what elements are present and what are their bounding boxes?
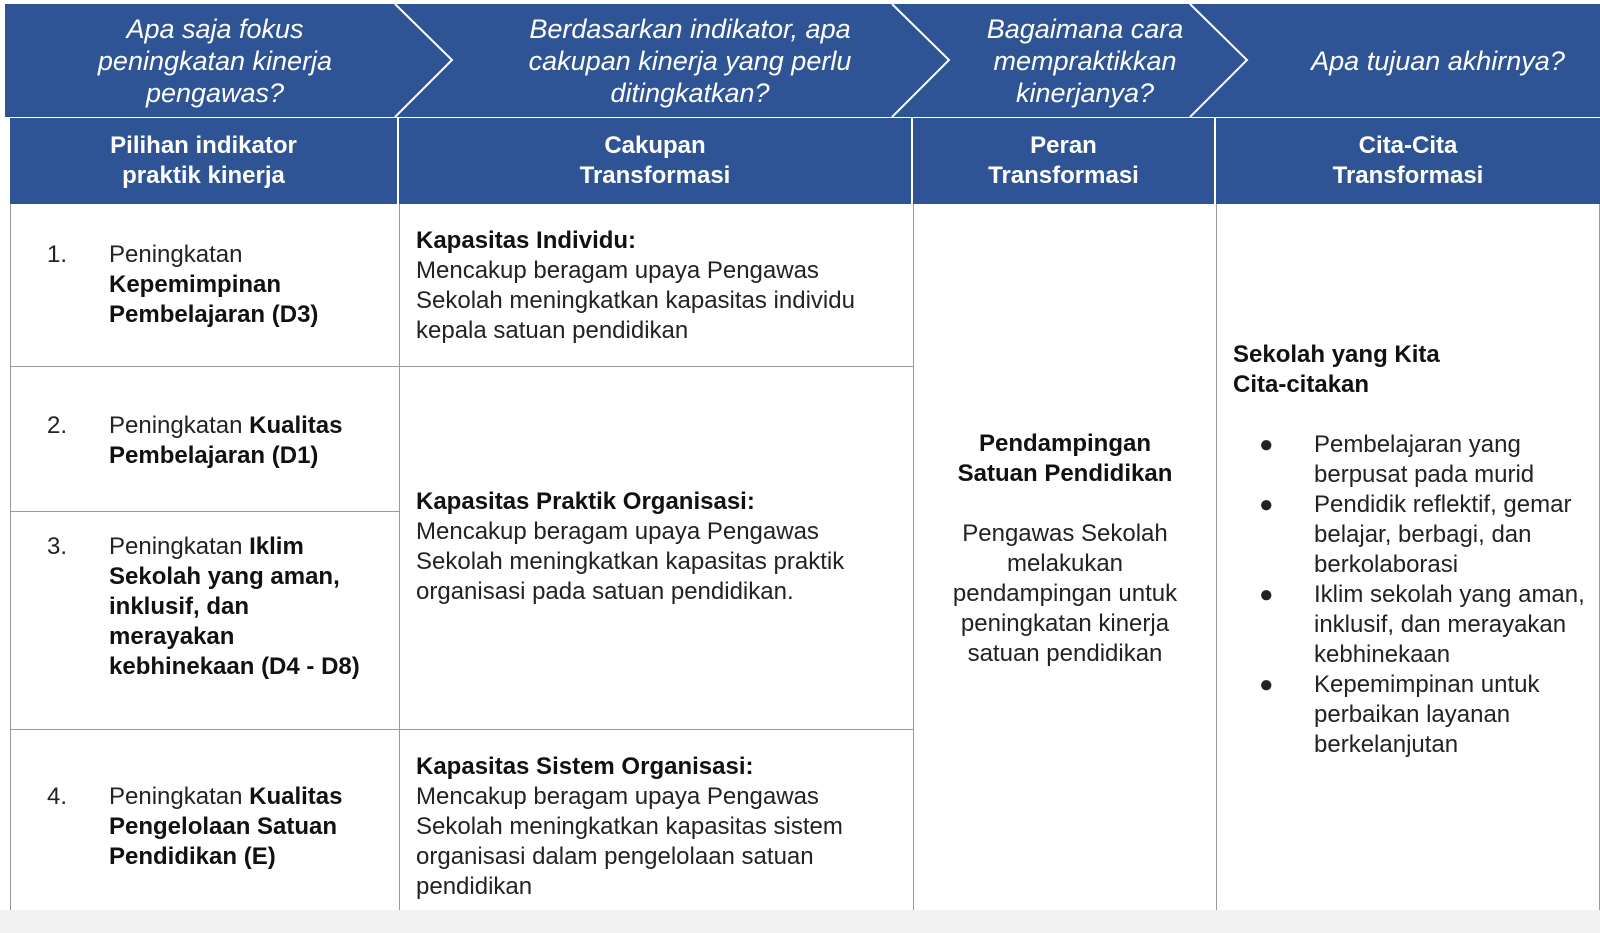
header-coverage-label: Cakupan Transformasi bbox=[579, 132, 731, 189]
indicator-number: 3. bbox=[47, 533, 68, 560]
indicator-number: 2. bbox=[47, 412, 68, 439]
coverage-text: Mencakup beragam upaya Pengawas Sekolah meningkatkan kapasitas individu kepala satuan pendidikan bbox=[416, 257, 855, 344]
coverage-block bbox=[416, 226, 899, 346]
indicator-cell-3 bbox=[10, 512, 399, 730]
role-text: Pengawas Sekolah melakukan pendampingan untuk peningkatan kinerja satuan pendidikan bbox=[952, 520, 1178, 667]
header-goal-label: Cita-Cita Transformasi bbox=[1332, 132, 1484, 189]
goal-item-text: Pembelajaran yang berpusat pada murid bbox=[1314, 431, 1535, 488]
indicator-prefix: Peningkatan bbox=[109, 241, 243, 268]
coverage-text: Mencakup beragam upaya Pengawas Sekolah meningkatkan kapasitas praktik organisasi pada satuan pendidikan. bbox=[416, 518, 845, 605]
role-cell bbox=[913, 204, 1216, 926]
indicator-text bbox=[109, 782, 381, 872]
indicator-cell-4 bbox=[10, 730, 399, 926]
coverage-block bbox=[416, 487, 899, 607]
indicator-text bbox=[109, 240, 381, 330]
header-coverage bbox=[399, 118, 913, 204]
goal-block bbox=[1233, 340, 1589, 760]
bullet-icon: ● bbox=[1259, 431, 1274, 458]
header-indicator-label: Pilihan indikator praktik kinerja bbox=[110, 132, 297, 189]
indicator-focus: Iklim Sekolah yang aman, inklusif, dan merayakan kebhinekaan (D4 - D8) bbox=[109, 533, 360, 680]
goal-item-text: Iklim sekolah yang aman, inklusif, dan merayakan kebhinekaan bbox=[1314, 581, 1585, 668]
coverage-cell-system bbox=[399, 730, 913, 926]
header-goal bbox=[1216, 118, 1600, 204]
coverage-cell-individual bbox=[399, 204, 913, 367]
indicator-number: 4. bbox=[47, 783, 68, 810]
indicator-focus: Kualitas Pengelolaan Satuan Pendidikan (E) bbox=[109, 783, 343, 870]
bullet-icon: ● bbox=[1259, 491, 1274, 518]
header-role bbox=[913, 118, 1216, 204]
question-1: Apa saja fokus peningkatan kinerja pengawas? bbox=[97, 14, 333, 108]
indicator-cell-1 bbox=[10, 204, 399, 367]
goal-title: Sekolah yang Kita Cita-citakan bbox=[1233, 341, 1440, 398]
question-2: Berdasarkan indikator, apa cakupan kinerja yang perlu ditingkatkan? bbox=[528, 14, 852, 108]
goal-item-text: Kepemimpinan untuk perbaikan layanan berkelanjutan bbox=[1314, 671, 1540, 758]
indicator-focus: Kepemimpinan Pembelajaran (D3) bbox=[109, 271, 319, 328]
goal-item bbox=[1233, 580, 1589, 670]
coverage-title: Kapasitas Praktik Organisasi: bbox=[416, 488, 755, 515]
indicator-focus: Kualitas Pembelajaran (D1) bbox=[109, 412, 343, 469]
goal-cell bbox=[1216, 204, 1600, 926]
bullet-icon: ● bbox=[1259, 671, 1274, 698]
coverage-title: Kapasitas Sistem Organisasi: bbox=[416, 753, 754, 780]
goal-list bbox=[1233, 430, 1589, 760]
goal-item-text: Pendidik reflektif, gemar belajar, berbagi, dan berkolaborasi bbox=[1314, 491, 1572, 578]
coverage-block bbox=[416, 752, 899, 902]
indicator-prefix: Peningkatan bbox=[109, 783, 250, 810]
indicator-text bbox=[109, 532, 381, 682]
question-4: Apa tujuan akhirnya? bbox=[1311, 46, 1565, 76]
bullet-icon: ● bbox=[1259, 581, 1274, 608]
indicator-number: 1. bbox=[47, 241, 68, 268]
role-block bbox=[926, 429, 1204, 669]
role-title: Pendampingan Satuan Pendidikan bbox=[957, 430, 1173, 487]
coverage-cell-practice bbox=[399, 367, 913, 730]
coverage-title: Kapasitas Individu: bbox=[416, 227, 637, 254]
goal-item bbox=[1233, 490, 1589, 580]
indicator-text bbox=[109, 411, 381, 471]
header-indicator bbox=[10, 118, 399, 204]
bottom-strip bbox=[0, 910, 1600, 933]
coverage-text: Mencakup beragam upaya Pengawas Sekolah meningkatkan kapasitas sistem organisasi dalam pengelolaan satuan pendidikan bbox=[416, 783, 843, 900]
header-role-label: Peran Transformasi bbox=[988, 132, 1139, 189]
indicator-prefix: Peningkatan bbox=[109, 533, 250, 560]
indicator-cell-2 bbox=[10, 367, 399, 512]
goal-item bbox=[1233, 670, 1589, 760]
goal-item bbox=[1233, 430, 1589, 490]
indicator-prefix: Peningkatan bbox=[109, 412, 250, 439]
question-3: Bagaimana cara mempraktikkan kinerjanya? bbox=[986, 14, 1184, 108]
